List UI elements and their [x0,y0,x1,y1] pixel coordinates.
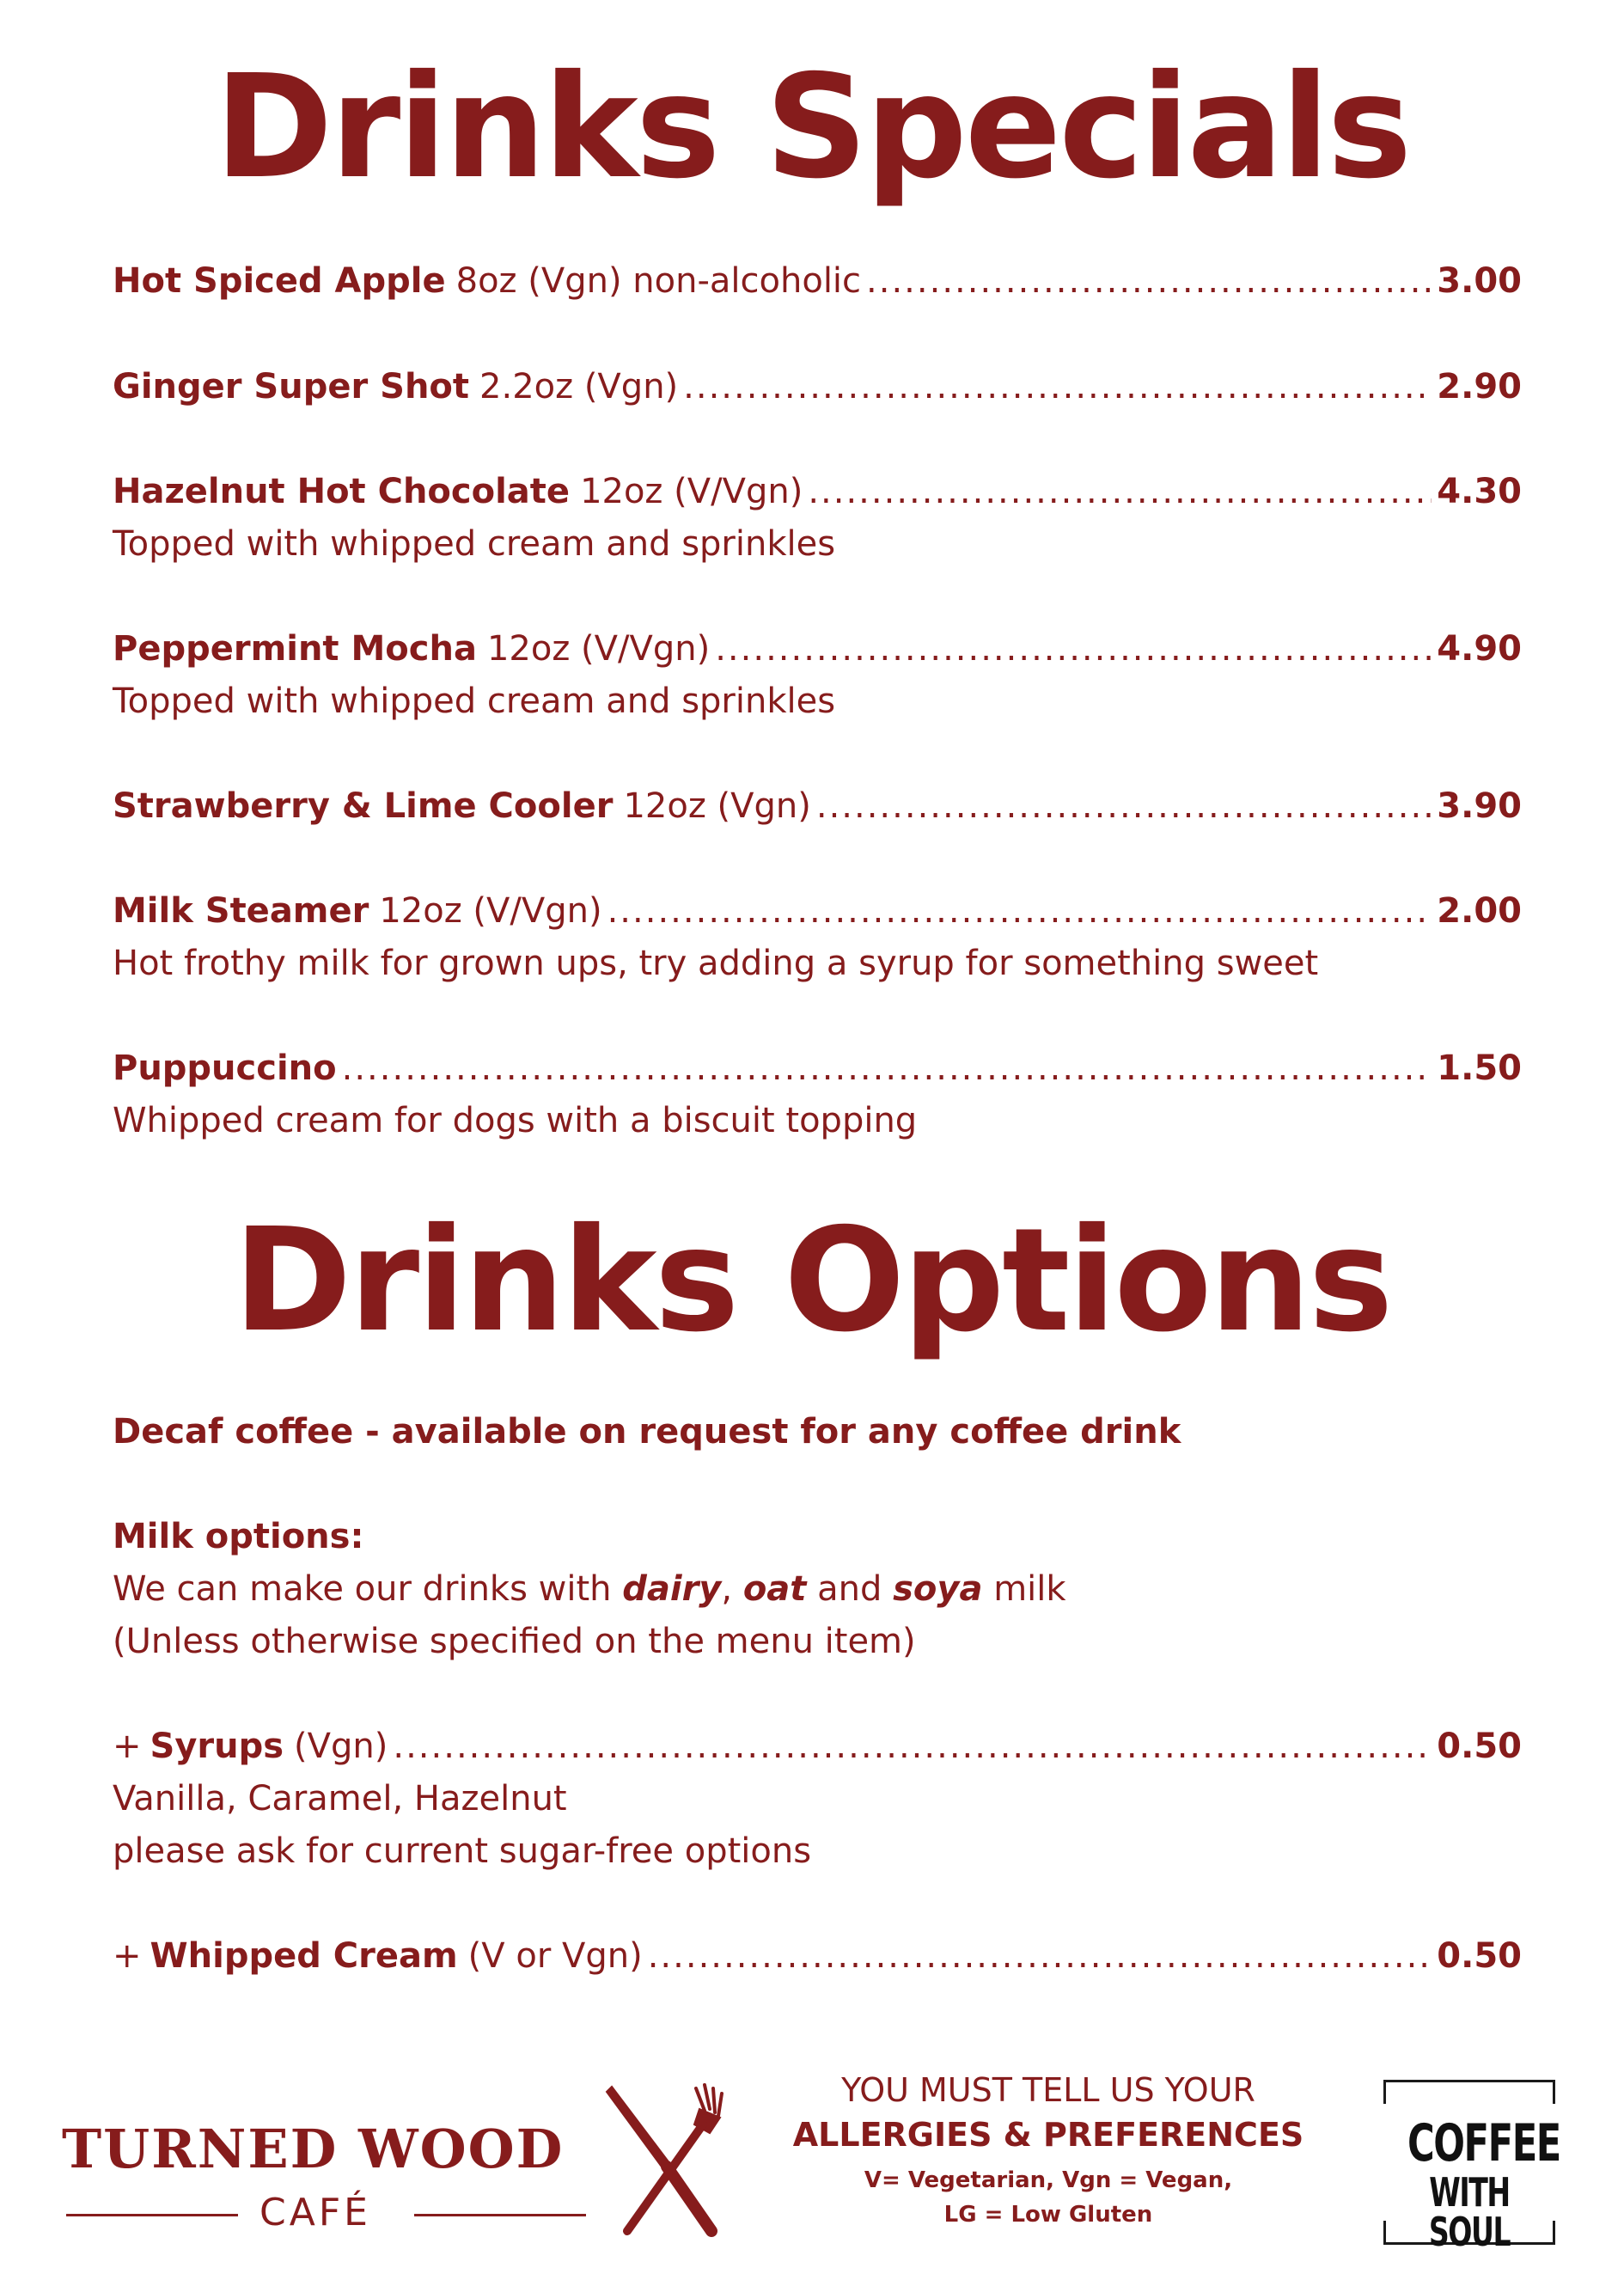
allergy-notice [773,2071,1323,2233]
coffee-with-soul-badge [1383,2080,1560,2255]
menu-item-strawberry-lime-cooler [113,786,1522,827]
option-whipped-cream [113,1935,1522,1977]
item-price: 0.50 [1437,1936,1522,1976]
allergy-key-line-2: LG = Low Gluten [943,2202,1153,2228]
syrup-flavours: Vanilla, Caramel, Hazelnut [113,1779,567,1819]
logo-name: TURNED WOOD [62,2118,565,2180]
item-detail: 12oz (V/Vgn) [486,629,711,669]
item-detail: 12oz (Vgn) [623,786,811,826]
badge-border-top [1383,2080,1555,2082]
badge-corner-tl [1383,2080,1386,2104]
menu-item-peppermint-mocha [113,628,1522,669]
item-name: Whipped Cream [150,1936,458,1976]
dot-leader [866,260,1432,302]
logo-divider-left [66,2214,238,2216]
dot-leader [393,1726,1432,1767]
dot-leader [715,628,1432,669]
options-heading: Drinks Options [233,1198,1391,1364]
item-name: Strawberry & Lime Cooler [113,786,614,826]
item-name: Hot Spiced Apple [113,261,446,301]
dot-leader [648,1935,1432,1977]
allergy-line-2: ALLERGIES & PREFERENCES [792,2115,1304,2154]
item-name: Peppermint Mocha [113,629,477,669]
menu-item-ginger-super-shot [113,366,1522,407]
item-detail: (V or Vgn) [467,1936,643,1976]
allergy-line-1: YOU MUST TELL US YOUR [841,2071,1255,2109]
turned-wood-cafe-logo [62,2080,749,2252]
item-description: Topped with whipped cream and sprinkles [113,682,836,721]
badge-line-1: COFFEE [1407,2113,1560,2173]
item-detail: 8oz (Vgn) non-alcoholic [455,261,862,301]
item-price: 3.00 [1437,261,1522,301]
milk-prefix: We can make our drinks with [113,1569,612,1609]
milk-and: and [817,1569,882,1609]
logo-divider-right [414,2214,586,2216]
item-price: 0.50 [1437,1727,1522,1766]
specials-heading: Drinks Specials [214,45,1410,211]
milk-options-title: Milk options: [113,1517,364,1556]
item-price: 2.90 [1437,367,1522,407]
decaf-note: Decaf coffee - available on request for any coffee drink [113,1412,1181,1452]
dot-leader [816,786,1432,827]
menu-item-puppuccino [113,1048,1522,1089]
milk-options-line [113,1568,1066,1610]
item-price: 3.90 [1437,786,1522,826]
badge-corner-bl [1383,2221,1386,2245]
milk-options-note: (Unless otherwise specified on the menu item) [113,1622,916,1661]
allergy-key-line-1: V= Vegetarian, Vgn = Vegan, [864,2167,1233,2194]
logo-sub: CAFÉ [259,2191,371,2234]
item-description: Whipped cream for dogs with a biscuit topping [113,1101,918,1140]
item-name: Ginger Super Shot [113,367,470,407]
syrup-note: please ask for current sugar-free options [113,1831,812,1871]
item-description: Hot frothy milk for grown ups, try adding a syrup for something sweet [113,944,1319,983]
dot-leader [683,366,1432,407]
dot-leader [342,1048,1432,1089]
item-name: Hazelnut Hot Chocolate [113,472,571,511]
milk-dairy: dairy [622,1569,722,1609]
allergy-key [773,2163,1323,2233]
milk-separator: , [721,1569,733,1609]
badge-corner-br [1553,2221,1555,2245]
item-detail: 12oz (V/Vgn) [379,891,602,931]
item-price: 4.30 [1437,472,1522,511]
option-syrups [113,1726,1522,1767]
menu-item-milk-steamer [113,890,1522,932]
milk-suffix: milk [993,1569,1066,1609]
dot-leader [607,890,1432,932]
item-price: 1.50 [1437,1048,1522,1088]
item-detail: (Vgn) [294,1727,388,1766]
item-detail: 12oz (V/Vgn) [580,472,803,511]
item-name: Puppuccino [113,1048,337,1088]
item-price: 4.90 [1437,629,1522,669]
option-prefix: + [113,1936,142,1976]
option-prefix: + [113,1727,142,1766]
item-name: Syrups [150,1727,284,1766]
item-detail: 2.2oz (Vgn) [479,367,679,407]
crossed-knife-fork-icon [603,2080,732,2243]
menu-item-hazelnut-hot-chocolate [113,471,1522,512]
item-description: Topped with whipped cream and sprinkles [113,524,836,564]
item-name: Milk Steamer [113,891,369,931]
item-price: 2.00 [1437,891,1522,931]
badge-corner-tr [1553,2080,1555,2104]
milk-soya: soya [893,1569,983,1609]
milk-oat: oat [742,1569,807,1609]
dot-leader [808,471,1432,512]
badge-line-2: WITH SOUL [1428,2169,1511,2255]
menu-item-hot-spiced-apple [113,260,1522,302]
